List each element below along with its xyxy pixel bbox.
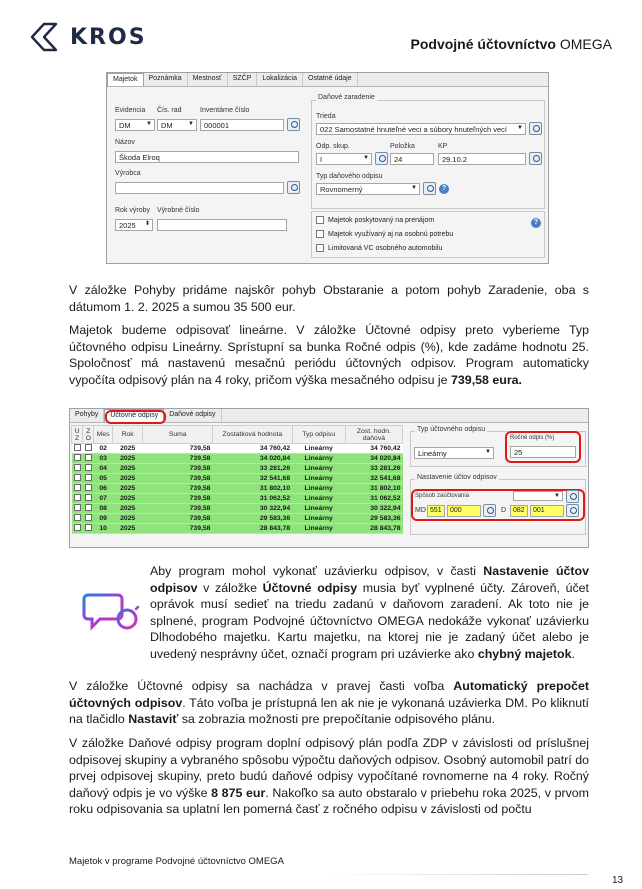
cell-checkbox xyxy=(72,514,83,524)
cell-mes: 07 xyxy=(94,494,112,504)
cell-checkbox xyxy=(72,464,83,474)
col-typ-odpisu[interactable]: Typ odpisu xyxy=(292,426,345,444)
cell-typ-odpisu: Lineárny xyxy=(292,454,345,464)
cell-suma: 739,58 xyxy=(143,494,212,504)
zo-checkbox[interactable] xyxy=(85,454,92,461)
cell-zost-danova: 28 843,78 xyxy=(345,524,402,534)
p4-bold-1: 8 875 eur xyxy=(211,785,266,800)
md-ucet-input[interactable]: 551 xyxy=(427,505,445,517)
checkbox-box[interactable] xyxy=(316,216,324,224)
cell-typ-odpisu: Lineárny xyxy=(292,464,345,474)
p3-bold-1: Automatický prepočet účtovných odpisov xyxy=(69,679,589,710)
d-label: D xyxy=(501,507,507,514)
uz-checkbox[interactable] xyxy=(74,464,81,471)
cell-checkbox xyxy=(72,524,83,534)
cell-mes: 09 xyxy=(94,514,112,524)
kros-logo-icon xyxy=(30,22,64,52)
polozka-input[interactable]: 24 xyxy=(390,153,434,165)
cell-rok: 2025 xyxy=(112,524,143,534)
cell-rok: 2025 xyxy=(112,504,143,514)
tab-danove-odpisy[interactable]: Daňové odpisy xyxy=(164,409,221,422)
uz-checkbox[interactable] xyxy=(74,474,81,481)
p3-text-2: . Táto voľba je prístupná len ak nie je vykonaná uzávierka DM. Po kliknutí na tlačidlo xyxy=(69,695,589,726)
search-icon[interactable] xyxy=(287,181,300,194)
chevron-down-icon: ▼ xyxy=(363,155,369,161)
nazov-input[interactable]: Škoda Elroq xyxy=(115,151,299,163)
help-icon[interactable]: ? xyxy=(531,218,541,228)
rok-vyroby-spinner[interactable] xyxy=(115,219,153,231)
table-row[interactable] xyxy=(72,444,403,454)
cell-suma: 739,58 xyxy=(143,454,212,464)
cis-rad-label: Čís. rad xyxy=(157,107,182,114)
col-zostatkova[interactable]: Zostatková hodnota xyxy=(212,426,292,444)
col-zo[interactable]: Z O xyxy=(83,426,94,444)
tab-highlight xyxy=(105,410,166,424)
cell-checkbox xyxy=(83,484,94,494)
cell-suma: 739,58 xyxy=(143,474,212,484)
uz-checkbox[interactable] xyxy=(74,454,81,461)
search-icon[interactable] xyxy=(529,122,542,135)
col-uz[interactable]: U Z xyxy=(72,426,83,444)
search-icon[interactable] xyxy=(375,152,388,165)
cell-rok: 2025 xyxy=(112,464,143,474)
table-row[interactable] xyxy=(72,494,403,504)
info-note xyxy=(150,563,589,662)
kros-logo xyxy=(30,22,147,52)
cell-zostatkova: 31 062,52 xyxy=(212,494,292,504)
cell-rok: 2025 xyxy=(112,454,143,464)
evidencia-select[interactable] xyxy=(115,119,155,131)
table-row[interactable] xyxy=(72,514,403,524)
cell-zost-danova: 31 062,52 xyxy=(345,494,402,504)
d-analytika-input[interactable]: 001 xyxy=(530,505,564,517)
typ-danoveho-label: Typ daňového odpisu xyxy=(316,173,383,180)
cell-rok: 2025 xyxy=(112,444,143,454)
col-rok[interactable]: Rok xyxy=(112,426,143,444)
cell-zostatkova: 34 760,42 xyxy=(212,444,292,454)
info-text-1: Aby program mohol vykonať uzávierku odpisov, v časti xyxy=(150,564,484,578)
checkbox-box[interactable] xyxy=(316,230,324,238)
cell-zostatkova: 30 322,94 xyxy=(212,504,292,514)
uz-checkbox[interactable] xyxy=(74,514,81,521)
cell-mes: 02 xyxy=(94,444,112,454)
evidencia-value: DM xyxy=(119,121,131,130)
typ-danoveho-select[interactable] xyxy=(316,183,420,195)
chevron-down-icon: ▼ xyxy=(146,121,152,127)
cell-zostatkova: 31 802,10 xyxy=(212,484,292,494)
cell-mes: 05 xyxy=(94,474,112,484)
rok-vyroby-value: 2025 xyxy=(119,221,136,230)
cell-suma: 739,58 xyxy=(143,504,212,514)
cell-rok: 2025 xyxy=(112,474,143,484)
typ-uct-odpisu-value: Lineárny xyxy=(418,449,447,458)
p3-text-1: V záložke Účtovné odpisy sa nachádza v pravej časti voľba xyxy=(69,679,454,693)
vyrobne-cislo-input[interactable] xyxy=(157,219,287,231)
cell-zost-danova: 32 541,68 xyxy=(345,474,402,484)
footer-divider xyxy=(320,874,588,875)
search-icon[interactable] xyxy=(287,118,300,131)
trieda-select[interactable] xyxy=(316,123,526,135)
typ-uct-odpisu-title: Typ účtovného odpisu xyxy=(417,426,486,433)
info-text-4: . xyxy=(571,646,575,661)
kp-input[interactable]: 29.10.2 xyxy=(438,153,526,165)
nazov-label: Názov xyxy=(115,139,135,146)
document-title-rest: OMEGA xyxy=(555,36,612,52)
cell-mes: 08 xyxy=(94,504,112,514)
typ-uct-odpisu-select[interactable] xyxy=(414,447,494,459)
paragraph-uctovne-odpisy xyxy=(69,322,589,388)
page-number: 13 xyxy=(612,875,624,886)
cell-mes: 10 xyxy=(94,524,112,534)
tab-szcp[interactable]: SZČP xyxy=(228,73,258,86)
md-analytika-input[interactable]: 000 xyxy=(447,505,481,517)
help-icon[interactable]: ? xyxy=(439,184,449,194)
footer-text: Majetok v programe Podvojné účtovníctvo OMEGA xyxy=(69,856,284,867)
nastavenie-uctov-title: Nastavenie účtov odpisov xyxy=(417,474,497,481)
cell-checkbox xyxy=(83,474,94,484)
search-icon[interactable] xyxy=(529,152,542,165)
sposob-zauctovania-select[interactable] xyxy=(513,491,563,501)
odp-skup-value: I xyxy=(320,155,323,164)
chevron-down-icon: ▼ xyxy=(554,493,560,499)
table-row[interactable] xyxy=(72,484,403,494)
cell-typ-odpisu: Lineárny xyxy=(292,484,345,494)
cell-zost-danova: 33 281,26 xyxy=(345,464,402,474)
cell-checkbox xyxy=(72,454,83,464)
rocne-odpis-label: Ročné odpis (%) xyxy=(510,435,555,441)
cell-typ-odpisu: Lineárny xyxy=(292,444,345,454)
vyrobne-cislo-label: Výrobné číslo xyxy=(157,207,200,214)
tab-ostatne-udaje[interactable]: Ostatné údaje xyxy=(303,73,358,86)
md-label: MD xyxy=(415,507,426,514)
search-icon[interactable] xyxy=(423,182,436,195)
tab-uctovne-odpisy[interactable]: Účtovné odpisy xyxy=(104,409,164,422)
p3-bold-2: Nastaviť xyxy=(128,712,179,726)
paragraph-uctovne-odpisy-bold: 739,58 eura. xyxy=(451,372,522,387)
zo-checkbox[interactable] xyxy=(85,444,92,451)
p4-text-1: V záložke Daňové odpisy program doplní odpisový plán podľa ZDP v závislosti od príslušnej odpisovej skupiny a vybraného spôsobu výpočtu daňových odpisov. Osobný automobil patrí do prvej odpisovej skupiny, preto budú daňové odpisy vypočítané rovnomerne na 4 roky. Ročný daňový odpis je vo výške xyxy=(69,736,589,800)
cell-checkbox xyxy=(83,514,94,524)
trieda-label: Trieda xyxy=(316,113,336,120)
cell-suma: 739,58 xyxy=(143,514,212,524)
cell-checkbox xyxy=(72,494,83,504)
evidencia-label: Evidencia xyxy=(115,107,146,114)
search-icon[interactable] xyxy=(483,504,496,517)
document-title xyxy=(411,36,612,52)
cell-zostatkova: 29 583,36 xyxy=(212,514,292,524)
cell-typ-odpisu: Lineárny xyxy=(292,474,345,484)
checkbox-box[interactable] xyxy=(316,244,324,252)
cell-zost-danova: 31 802,10 xyxy=(345,484,402,494)
cell-checkbox xyxy=(83,454,94,464)
table-header-row xyxy=(72,426,403,444)
search-icon[interactable] xyxy=(566,490,579,503)
osobna-potreba-label: Majetok využívaný aj na osobnú potrebu xyxy=(328,230,454,238)
col-zost-danova[interactable]: Zost. hodn. daňová xyxy=(345,426,402,444)
cell-checkbox xyxy=(83,494,94,504)
zo-checkbox[interactable] xyxy=(85,474,92,481)
zo-checkbox[interactable] xyxy=(85,464,92,471)
cell-checkbox xyxy=(83,444,94,454)
zo-checkbox[interactable] xyxy=(85,484,92,491)
table-row[interactable] xyxy=(72,464,403,474)
cell-checkbox xyxy=(83,504,94,514)
cell-checkbox xyxy=(83,524,94,534)
cell-suma: 739,58 xyxy=(143,484,212,494)
cell-zostatkova: 34 020,84 xyxy=(212,454,292,464)
vyrobca-input[interactable] xyxy=(115,182,284,194)
info-text-2: v záložke xyxy=(197,580,263,595)
logo-text: KROS xyxy=(70,24,147,50)
cell-rok: 2025 xyxy=(112,494,143,504)
paragraph-uctovne-odpisy-text: Majetok budeme odpisovať lineárne. V záložke Účtovné odpisy preto vyberieme Typ účtovného odpisu Lineárny. Sprístupní sa bunka Ročné odpis (%), kde zadáme hodnotu 25. Spoločnosť má nastavenú mesačnú periódu účtovných odpisov. Program automaticky vypočíta odpisový plán na 4 roky, pričom výška mesačného odpisu je xyxy=(69,323,589,387)
info-bold-1: Nastavenie účtov odpisov xyxy=(150,564,589,595)
trieda-value: 022 Samostatné hnuteľné veci a súbory hnuteľných vecí xyxy=(320,125,507,134)
cell-mes: 04 xyxy=(94,464,112,474)
danove-zaradenie-title: Daňové zaradenie xyxy=(318,94,375,101)
depreciation-screenshot xyxy=(69,408,589,548)
uz-checkbox[interactable] xyxy=(74,504,81,511)
cell-mes: 03 xyxy=(94,454,112,464)
cell-suma: 739,58 xyxy=(143,524,212,534)
tab-poznamka[interactable]: Poznámka xyxy=(144,73,188,86)
asset-tabs xyxy=(107,73,548,87)
tab-lokalizacia[interactable]: Lokalizácia xyxy=(257,73,303,86)
p3-text-3: sa zobrazia možnosti pre prepočítanie odpisového plánu. xyxy=(178,712,496,726)
sposob-zauctovania-label: Spôsob zaúčtovania xyxy=(415,493,470,499)
cell-rok: 2025 xyxy=(112,484,143,494)
info-text-3: musia byť vyplnené účty. Zároveň, účet oprávok musí sedieť na triedu zadanú v daňovom zaradení. Ak toto nie je splnené, program Podvojné účtovníctvo OMEGA nedokáže vykonať uzávierku Dlhodobého majetku. Kartu majetku, na ktorej nie je zadaný účet alebo je uvedený nesprávny účet, označí program pri uzávierke ako xyxy=(150,580,589,661)
zo-checkbox[interactable] xyxy=(85,504,92,511)
cell-zostatkova: 32 541,68 xyxy=(212,474,292,484)
table-row[interactable] xyxy=(72,524,403,534)
cell-checkbox xyxy=(83,464,94,474)
paragraph-automaticky-prepocet xyxy=(69,678,589,728)
limitovana-vc-label: Limitovaná VC osobného automobilu xyxy=(328,244,443,252)
kp-label: KP xyxy=(438,143,448,150)
d-ucet-input[interactable]: 082 xyxy=(510,505,528,517)
p4-text-2: . Nakoľko sa auto obstaralo v priebehu roka 2025, v prvom roku odpisovania sa uplatní len pomerná časť z ročného odpisu v závislosti od počtu xyxy=(69,785,590,816)
prenajom-label: Majetok poskytovaný na prenájom xyxy=(328,216,435,224)
cell-zostatkova: 33 281,26 xyxy=(212,464,292,474)
cell-mes: 06 xyxy=(94,484,112,494)
cis-rad-select[interactable] xyxy=(157,119,197,131)
col-suma[interactable]: Suma xyxy=(143,426,212,444)
tab-pohyby[interactable]: Pohyby xyxy=(70,409,104,422)
zo-checkbox[interactable] xyxy=(85,494,92,501)
limitovana-vc-checkbox[interactable] xyxy=(316,244,442,252)
cell-typ-odpisu: Lineárny xyxy=(292,494,345,504)
table-row[interactable] xyxy=(72,474,403,484)
cell-checkbox xyxy=(72,504,83,514)
cell-suma: 739,58 xyxy=(143,444,212,454)
table-row[interactable] xyxy=(72,454,403,464)
cell-checkbox xyxy=(72,474,83,484)
cell-zost-danova: 34 020,84 xyxy=(345,454,402,464)
cell-suma: 739,58 xyxy=(143,464,212,474)
inv-cislo-input[interactable]: 000001 xyxy=(200,119,284,131)
chevron-down-icon: ▼ xyxy=(411,185,417,191)
cell-checkbox xyxy=(72,484,83,494)
zo-checkbox[interactable] xyxy=(85,514,92,521)
col-mes[interactable]: Mes xyxy=(94,426,112,444)
zo-checkbox[interactable] xyxy=(85,524,92,531)
cell-zost-danova: 29 583,36 xyxy=(345,514,402,524)
vyrobca-label: Výrobca xyxy=(115,170,141,177)
cell-typ-odpisu: Lineárny xyxy=(292,504,345,514)
typ-danoveho-value: Rovnomerný xyxy=(320,185,363,194)
cell-zost-danova: 34 760,42 xyxy=(345,444,402,454)
tab-majetok[interactable]: Majetok xyxy=(107,73,144,86)
page-header xyxy=(30,22,612,62)
uz-checkbox[interactable] xyxy=(74,484,81,491)
odp-skup-select[interactable] xyxy=(316,153,372,165)
cell-checkbox xyxy=(72,444,83,454)
idea-bulb-icon xyxy=(82,583,144,645)
uz-checkbox[interactable] xyxy=(74,524,81,531)
chevron-down-icon: ▼ xyxy=(485,449,491,455)
uz-checkbox[interactable] xyxy=(74,444,81,451)
tab-mestnost[interactable]: Mestnosť xyxy=(188,73,228,86)
uz-checkbox[interactable] xyxy=(74,494,81,501)
cell-rok: 2025 xyxy=(112,514,143,524)
document-title-bold: Podvojné účtovníctvo xyxy=(410,36,556,52)
paragraph-pohyby: V záložke Pohyby pridáme najskôr pohyb Obstaranie a potom pohyb Zaradenie, oba s dátumom 1. 2. 2025 a sumou 35 500 eur. xyxy=(69,283,589,314)
cell-zostatkova: 28 843,78 xyxy=(212,524,292,534)
spinner-icon: ⬍ xyxy=(144,221,150,227)
inv-cislo-label: Inventárne číslo xyxy=(200,107,250,114)
paragraph-danove-odpisy xyxy=(69,735,589,818)
info-bold-3: chybný majetok xyxy=(477,646,572,661)
osobna-potreba-checkbox[interactable] xyxy=(316,230,453,238)
cell-zost-danova: 30 322,94 xyxy=(345,504,402,514)
prenajom-checkbox[interactable] xyxy=(316,216,434,224)
cell-typ-odpisu: Lineárny xyxy=(292,524,345,534)
table-row[interactable] xyxy=(72,504,403,514)
polozka-label: Položka xyxy=(390,143,415,150)
chevron-down-icon: ▼ xyxy=(188,121,194,127)
chevron-down-icon: ▼ xyxy=(517,125,523,131)
rok-vyroby-label: Rok výroby xyxy=(115,207,151,214)
cis-rad-value: DM xyxy=(161,121,173,130)
rocne-odpis-input[interactable]: 25 xyxy=(510,446,576,458)
cell-typ-odpisu: Lineárny xyxy=(292,514,345,524)
depreciation-table xyxy=(71,425,403,534)
info-bold-2: Účtovné odpisy xyxy=(262,580,358,595)
odp-skup-label: Odp. skup. xyxy=(316,143,350,150)
asset-form-screenshot xyxy=(106,72,549,264)
search-icon[interactable] xyxy=(566,504,579,517)
